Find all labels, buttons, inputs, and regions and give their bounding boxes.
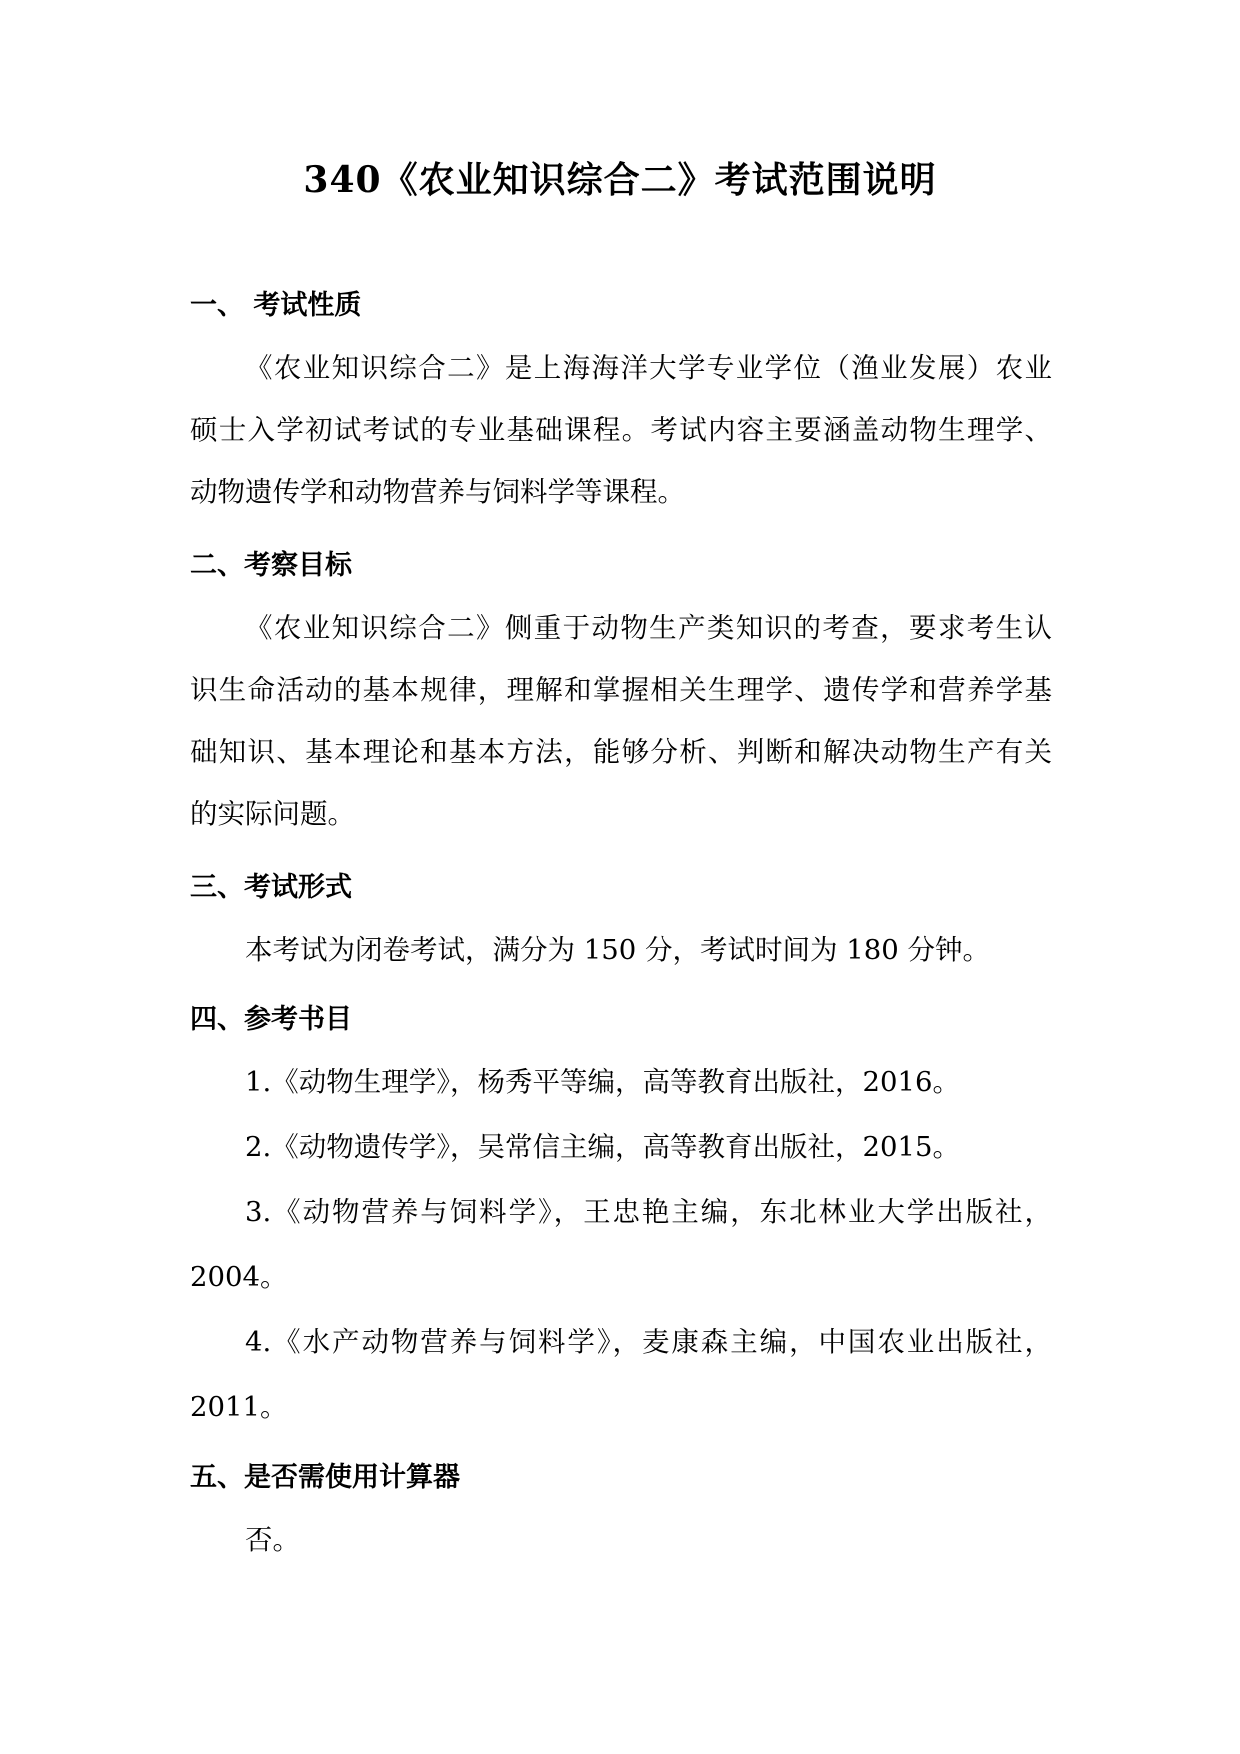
paragraph-line: 础知识、基本理论和基本方法，能够分析、判断和解决动物生产有关 — [190, 736, 1052, 768]
reference-item-continued: 2011。 — [190, 1391, 288, 1423]
page-title: 340《农业知识综合二》考试范围说明 — [303, 159, 937, 201]
section-heading-reference-books: 四、参考书目 — [190, 1004, 352, 1035]
reference-item: 1.《动物生理学》，杨秀平等编，高等教育出版社，2016。 — [245, 1066, 960, 1098]
reference-item: 2.《动物遗传学》，吴常信主编，高等教育出版社，2015。 — [245, 1131, 960, 1163]
section-heading-exam-format: 三、考试形式 — [190, 872, 352, 903]
paragraph-line: 识生命活动的基本规律，理解和掌握相关生理学、遗传学和营养学基 — [190, 674, 1052, 706]
section-heading-calculator: 五、是否需使用计算器 — [190, 1462, 460, 1493]
reference-item: 3.《动物营养与饲料学》，王忠艳主编，东北林业大学出版社， — [245, 1196, 1052, 1228]
paragraph-line: 否。 — [245, 1524, 300, 1556]
paragraph-line: 动物遗传学和动物营养与饲料学等课程。 — [190, 476, 685, 508]
paragraph-line: 本考试为闭卷考试，满分为 150 分，考试时间为 180 分钟。 — [245, 934, 990, 966]
paragraph-line: 硕士入学初试考试的专业基础课程。考试内容主要涵盖动物生理学、 — [190, 414, 1052, 446]
section-heading-exam-nature: 一、 考试性质 — [190, 290, 362, 321]
paragraph-line: 《农业知识综合二》侧重于动物生产类知识的考查，要求考生认 — [245, 612, 1052, 644]
paragraph-line: 《农业知识综合二》是上海海洋大学专业学位（渔业发展）农业 — [245, 352, 1052, 384]
reference-item-continued: 2004。 — [190, 1261, 288, 1293]
reference-item: 4.《水产动物营养与饲料学》，麦康森主编，中国农业出版社， — [245, 1326, 1052, 1358]
paragraph-line: 的实际问题。 — [190, 798, 355, 830]
section-heading-exam-objectives: 二、考察目标 — [190, 550, 352, 581]
